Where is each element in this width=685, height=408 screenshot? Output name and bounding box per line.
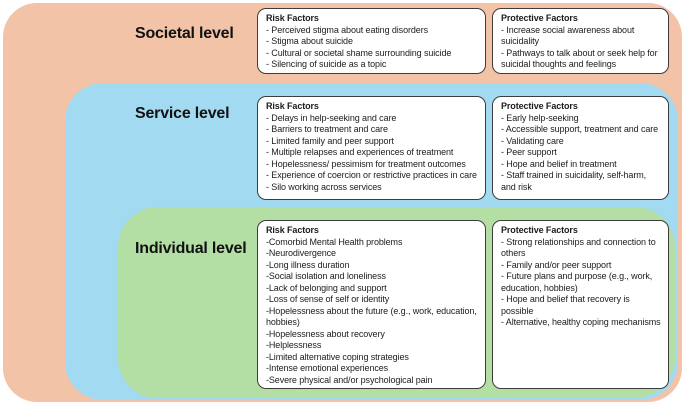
factor-item: -Social isolation and loneliness [266,271,386,281]
factor-item: -Comorbid Mental Health problems [266,236,403,247]
service-protective-factors-box [492,96,669,200]
factor-item: - Increase social awareness about suicidality [501,24,635,46]
factor-item: - Staff trained in suicidality, self-harm, and risk [501,170,647,192]
factor-item: - Hope and belief in treatment [501,158,617,169]
individual-risk-factors-box [257,220,486,389]
risk-factors-title: Risk Factors [266,13,319,23]
societal-protective-factors-box [492,8,669,74]
factor-item: - Hope and belief that recovery is possible [501,294,630,316]
factor-item: -Hopelessness about recovery [266,328,385,339]
protective-factors-title: Protective Factors [501,225,578,235]
factor-item: - Future plans and purpose (e.g., work, education, hobbies) [501,271,653,293]
factor-item: -Limited alternative coping strategies [266,351,409,362]
factor-item: - Experience of coercion or restrictive practices in care [266,170,477,180]
risk-factors-title: Risk Factors [266,101,319,111]
factor-item: -Lack of belonging and support [266,282,387,293]
factor-item: - Accessible support, treatment and care [501,124,659,134]
service-risk-factors-box [257,96,486,200]
factor-item: - Silo working across services [266,181,382,192]
risk-factors-title: Risk Factors [266,225,319,235]
factor-item: - Stigma about suicide [266,36,353,46]
factor-item: - Perceived stigma about eating disorders [266,24,428,35]
factor-item: - Peer support [501,147,557,157]
factor-item: -Intense emotional experiences [266,363,389,373]
factor-item: - Multiple relapses and experiences of treatment [266,147,454,157]
factor-item: - Family and/or peer support [501,259,612,270]
individual-level-label: Individual level [135,240,247,257]
factor-item: -Hopelessness about the future (e.g., work, education, hobbies) [266,305,477,327]
factor-item: - Cultural or societal shame surrounding suicide [266,47,452,58]
factor-item: - Delays in help-seeking and care [266,112,397,123]
factor-item: - Validating care [501,135,564,146]
protective-factors-title: Protective Factors [501,101,578,111]
factor-item: -Long illness duration [266,259,350,270]
service-level-label: Service level [135,105,230,122]
factor-item: - Early help-seeking [501,112,579,123]
factor-item: - Silencing of suicide as a topic [266,59,387,69]
factor-item: - Alternative, healthy coping mechanisms [501,317,661,327]
factor-item: -Loss of sense of self or identity [266,294,390,304]
factor-item: -Neurodivergence [266,248,336,258]
factor-item: - Strong relationships and connection to others [501,236,656,258]
factor-item: - Hopelessness/ pessimism for treatment outcomes [266,158,466,169]
protective-factors-title: Protective Factors [501,13,578,23]
factor-item: -Severe physical and/or psychological pain [266,374,433,385]
individual-protective-factors-box [492,220,669,389]
factor-item: - Limited family and peer support [266,135,394,146]
factor-item: - Barriers to treatment and care [266,124,388,134]
societal-risk-factors-box [257,8,486,74]
factor-item: - Pathways to talk about or seek help for suicidal thoughts and feelings [501,47,658,69]
societal-level-label: Societal level [135,25,234,42]
factor-item: -Helplessness [266,340,322,350]
